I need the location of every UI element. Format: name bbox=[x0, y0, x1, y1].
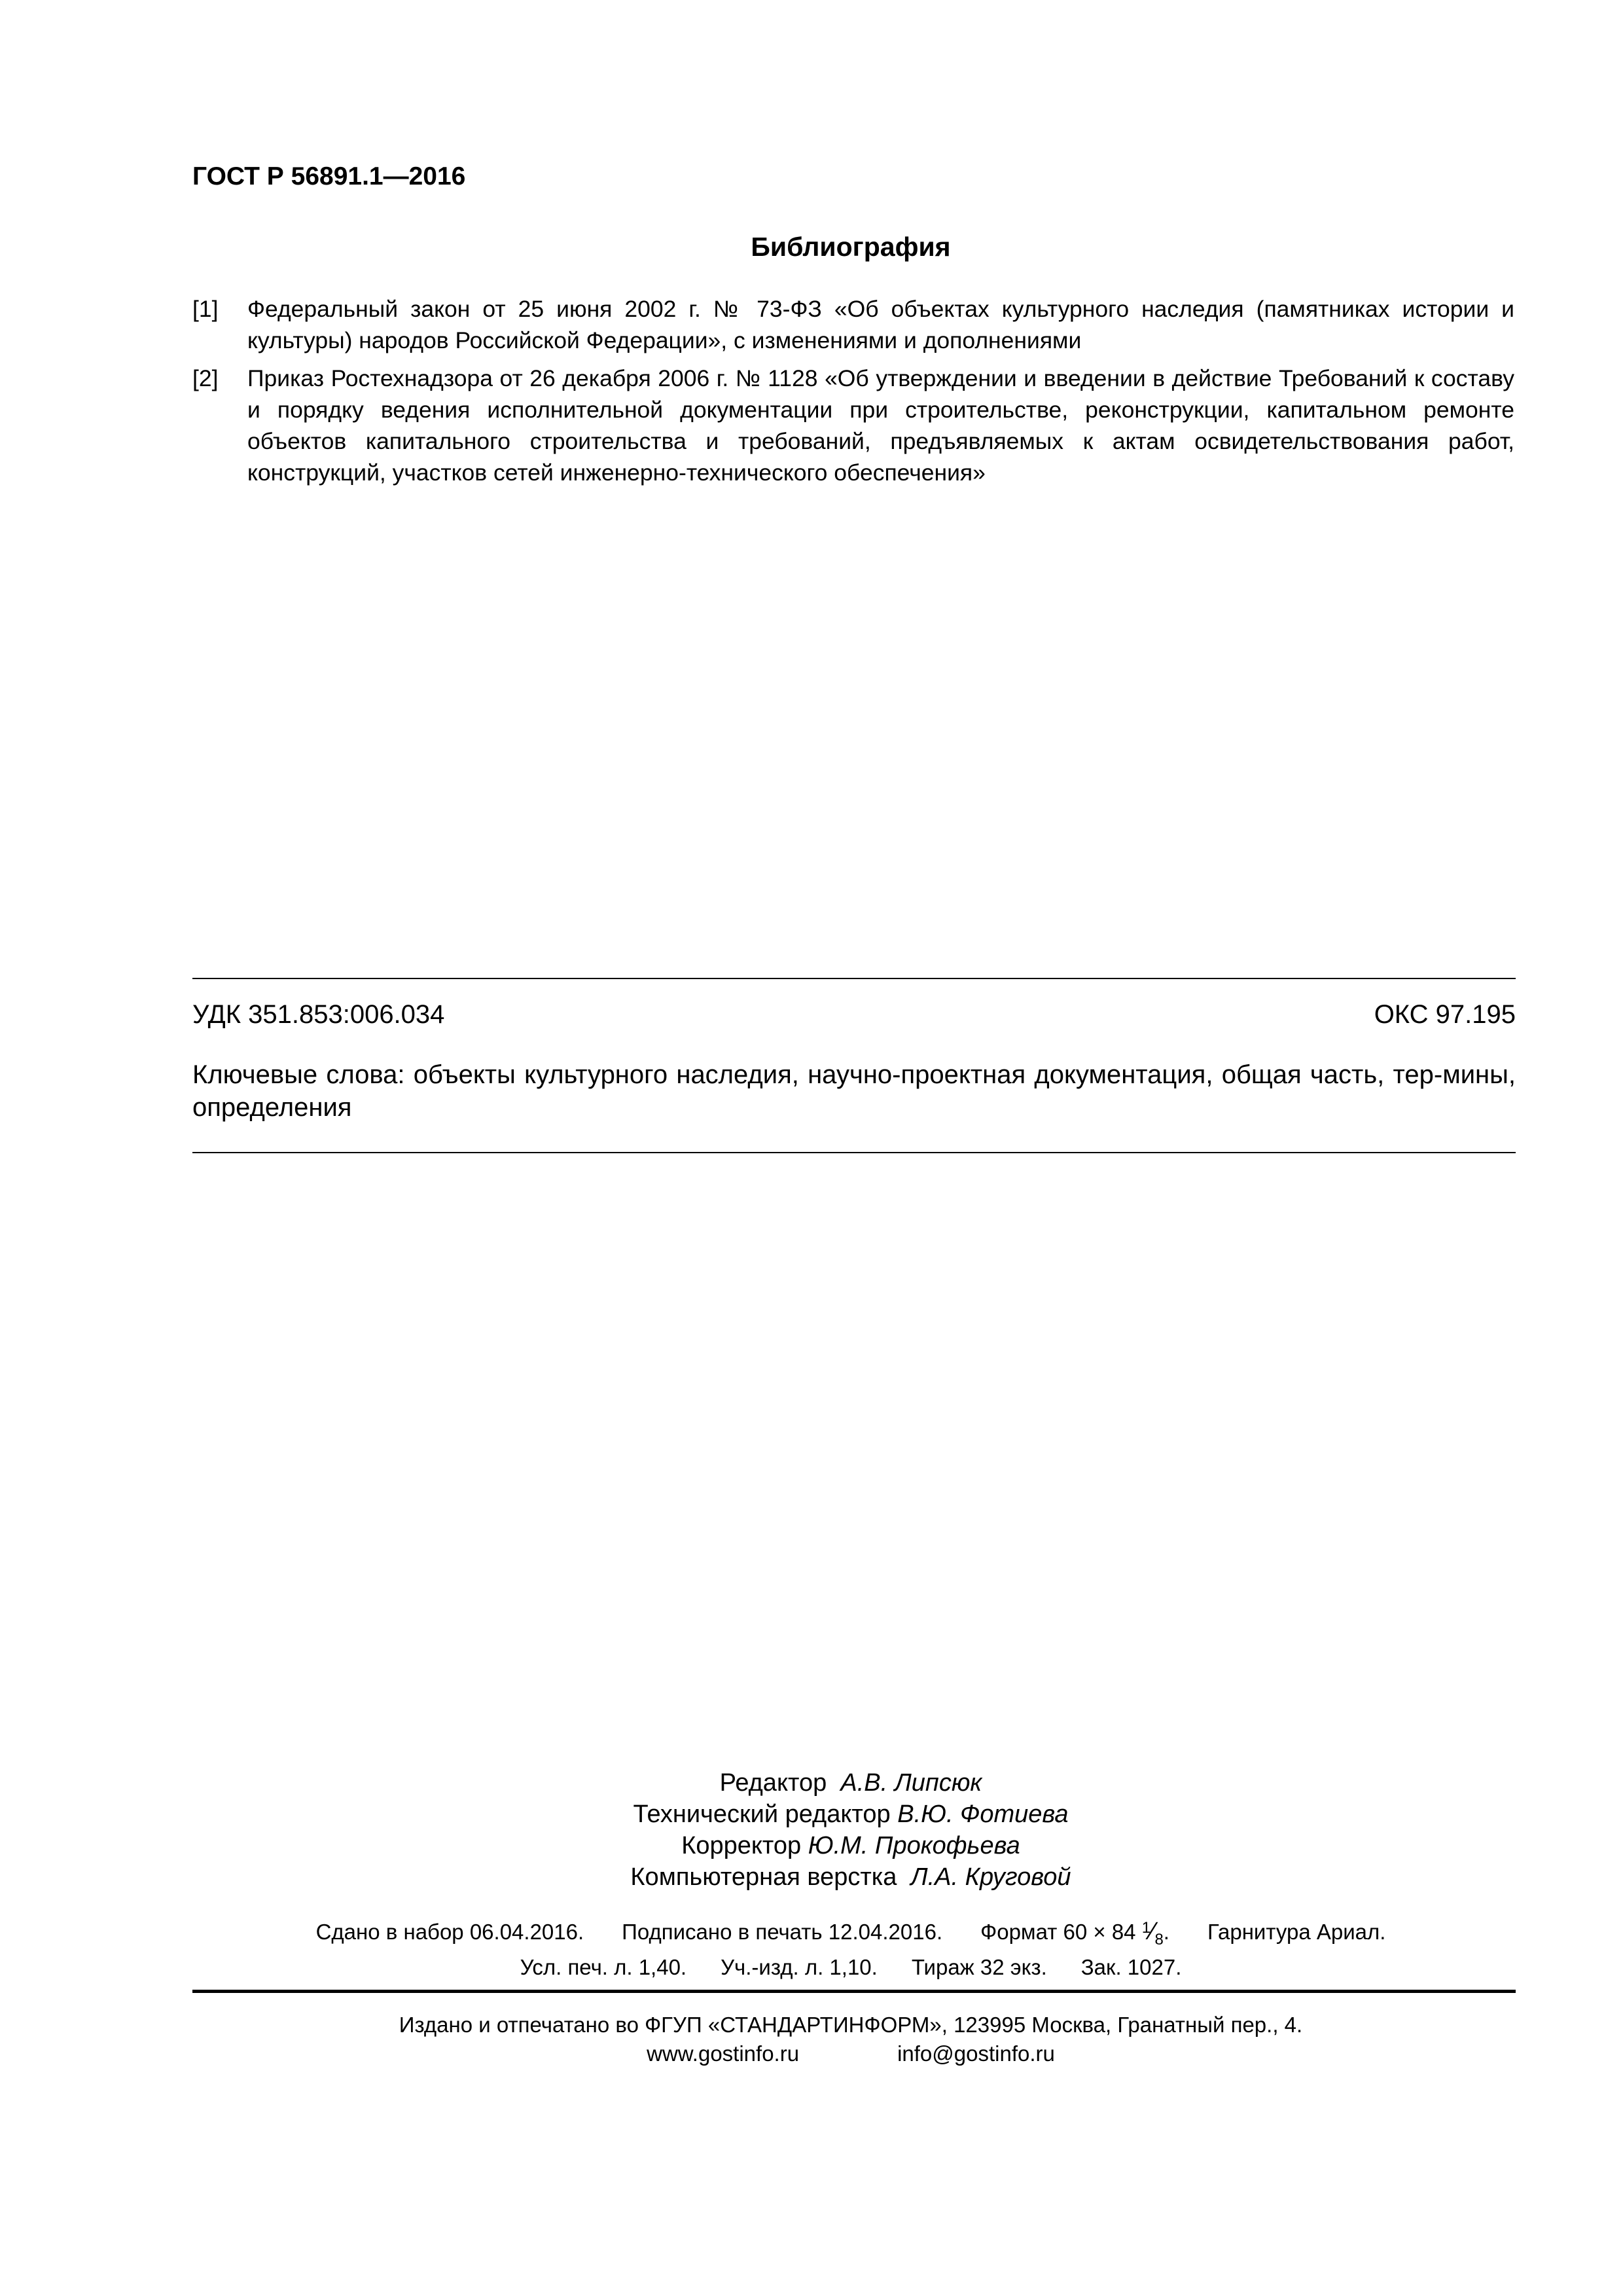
edition-sheets: Уч.-изд. л. 1,10. bbox=[721, 1955, 878, 1979]
document-code: ГОСТ Р 56891.1—2016 bbox=[192, 162, 466, 190]
footer-divider bbox=[192, 1990, 1516, 1993]
bibliography-entry-text: Федеральный закон от 25 июня 2002 г. № 73-ФЗ «Об объектах культурного наследия (памятниках истории и культуры) народов Российской Федерации», с изменениями и дополнениями bbox=[247, 296, 1514, 353]
credit-layout bbox=[0, 1861, 1623, 1893]
publication-details-line-2 bbox=[0, 1953, 1623, 1982]
paper-format: Формат 60 × 84 $^1⁄_8$. bbox=[980, 1918, 1169, 1948]
bibliography-entry-number: [2] bbox=[192, 365, 219, 391]
bibliography-list bbox=[192, 293, 1514, 488]
classification-top-divider bbox=[192, 978, 1516, 979]
order-number: Зак. 1027. bbox=[1080, 1955, 1182, 1979]
bibliography-entry-number: [1] bbox=[192, 296, 219, 322]
credit-name: Л.А. Круговой bbox=[910, 1863, 1071, 1891]
editorial-credits bbox=[0, 1767, 1623, 1893]
credit-name: Ю.М. Прокофьева bbox=[808, 1832, 1020, 1859]
publisher-info: Издано и отпечатано во ФГУП «СТАНДАРТИНФОРМ», 123995 Москва, Гранатный пер., 4. bbox=[399, 2013, 1303, 2037]
bibliography-entry-text: Приказ Ростехнадзора от 26 декабря 2006 г. № 1128 «Об утверждении и введении в действие Требований к составу и порядку ведения исполнительной документации при строительстве, реконструкции, капитальном ремонте объектов капитального строительства и требований, предъявляемых к актам освидетельствования работ, конструкций, участков сетей инженерно-технического обеспечения» bbox=[247, 365, 1514, 486]
oks-code: ОКС 97.195 bbox=[1374, 1000, 1516, 1029]
website-link[interactable]: www.gostinfo.ru bbox=[647, 2041, 800, 2066]
credit-name: В.Ю. Фотиева bbox=[897, 1801, 1069, 1828]
submitted-date: Сдано в набор 06.04.2016. bbox=[315, 1920, 584, 1944]
credit-role: Технический редактор bbox=[633, 1801, 891, 1828]
udc-code: УДК 351.853:006.034 bbox=[192, 1000, 445, 1029]
credit-technical-editor bbox=[0, 1799, 1623, 1830]
circulation: Тираж 32 экз. bbox=[911, 1955, 1047, 1979]
classification-bottom-divider bbox=[192, 1152, 1516, 1153]
credit-role: Редактор bbox=[719, 1769, 827, 1797]
print-sheets: Усл. печ. л. 1,40. bbox=[520, 1955, 687, 1979]
bibliography-title: Библиография bbox=[751, 232, 951, 262]
typeface: Гарнитура Ариал. bbox=[1207, 1920, 1386, 1944]
credit-role: Корректор bbox=[681, 1832, 802, 1859]
credit-name: А.В. Липсюк bbox=[840, 1769, 982, 1797]
bibliography-entry bbox=[192, 363, 1514, 488]
bibliography-entry bbox=[192, 293, 1514, 356]
credit-role: Компьютерная верстка bbox=[630, 1863, 897, 1891]
keywords: Ключевые слова: объекты культурного наследия, научно-проектная документация, общая часть, тер-мины, определения bbox=[192, 1060, 1516, 1122]
credit-editor bbox=[0, 1767, 1623, 1799]
credit-proofreader bbox=[0, 1830, 1623, 1861]
email-link[interactable]: info@gostinfo.ru bbox=[897, 2041, 1055, 2066]
publisher-contacts bbox=[0, 2039, 1623, 2068]
signed-date: Подписано в печать 12.04.2016. bbox=[622, 1920, 943, 1944]
publication-details-line-1 bbox=[0, 1914, 1623, 1954]
